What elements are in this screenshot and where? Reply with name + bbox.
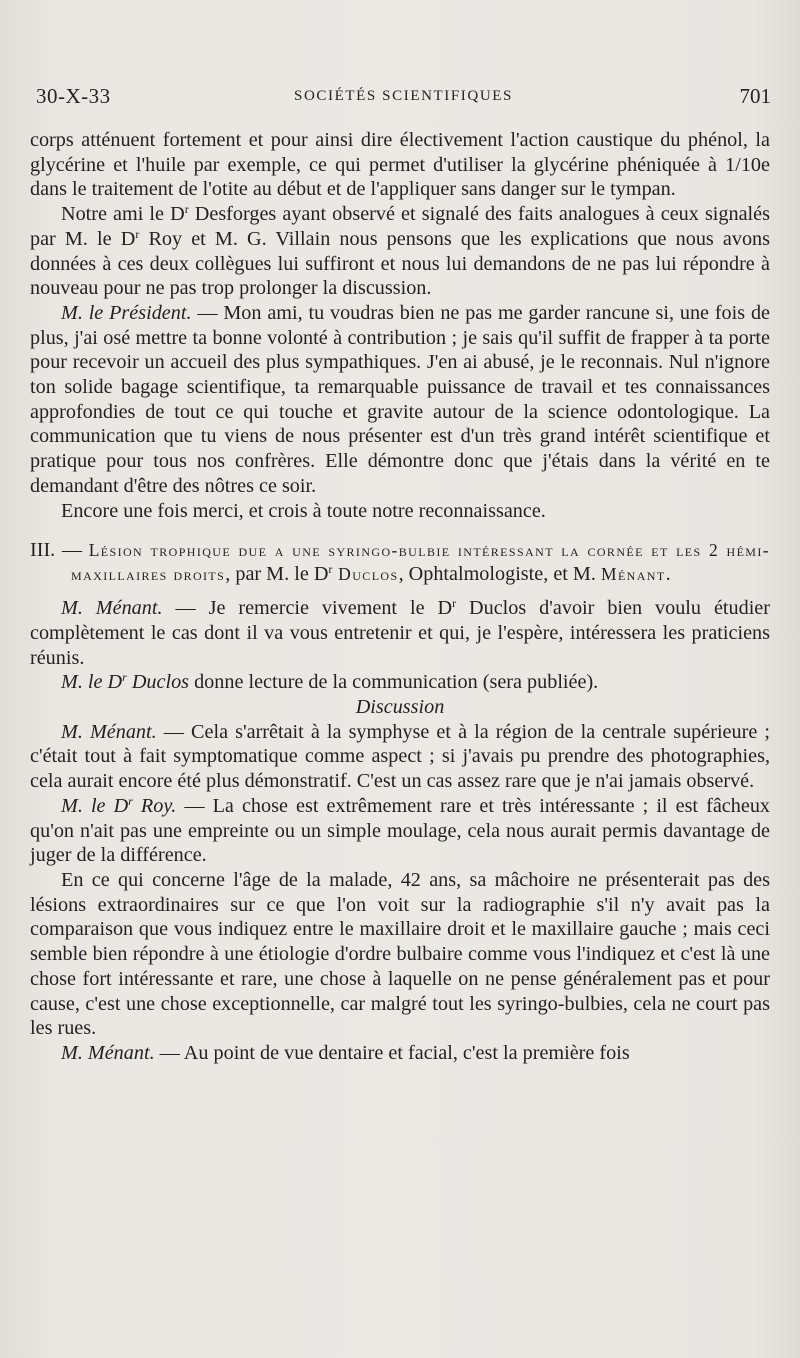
speaker-name [61, 795, 176, 817]
speaker-name: M. Ménant. [61, 720, 157, 743]
text-run: , par M. le D [225, 563, 329, 586]
discussion-heading: Discussion [355, 696, 445, 719]
speaker-name: M. Ménant. [61, 597, 163, 620]
text-run: Roy. [132, 794, 177, 817]
paragraph-menant-reply [30, 720, 770, 794]
section-heading [30, 538, 770, 586]
text-run: M. le D [61, 671, 123, 694]
text-run: — Cela s'arrêtait à la symphyse et à la région de la centrale supérieure ; c'était tout à fait symptomatique comme aspect ; si j'avais pu prendre des photographies, cela aurait encore été plus démonstratif. C'est un cas assez rare que je n'ai jamais observé. [30, 720, 770, 793]
running-title: SOCIÉTÉS SCIENTIFIQUES [294, 88, 513, 104]
speaker-name: M. le Président. [61, 301, 192, 324]
paragraph-duclos [30, 670, 770, 695]
page-body [30, 128, 770, 1066]
text-run: Notre ami le D [61, 203, 185, 226]
paragraph-menant-intro [30, 596, 770, 670]
date-folio: 30-X-33 [36, 84, 111, 108]
paragraph-roy [30, 794, 770, 868]
paragraph-desforges [30, 202, 770, 301]
paragraph-age: En ce qui concerne l'âge de la malade, 42 ans, sa mâchoire ne présenterait pas des lésions extraordinaires sur ce que l'on voit sur la radiographie s'il n'y avait pas la comparaison que vous indiquez entre le maxillaire droit et le maxillaire gauche ; mais ceci semble bien répondre à une étiologie d'ordre bulbaire comme vous l'indiquez et c'est là une chose fort intéressante et rare, une chose à laquelle on ne pense généralement pas et pour cause, c'est une chose exceptionnelle, car malgré tout les syringo-bulbies, cela ne court pas les rues. [30, 868, 770, 1040]
text-run: Duclos [126, 671, 190, 694]
page-number: 701 [739, 84, 771, 108]
text-run: — Je remercie vivement le D [162, 597, 453, 620]
text-run: Desforges ayant observé et signalé des faits analogues à ceux signalés par M. le D [30, 203, 770, 250]
superscript: r [135, 226, 140, 241]
running-header [36, 84, 771, 112]
text-run: Duclos d'avoir bien voulu étudier complètement le cas dont il va vous entretenir et qui, je l'espère, intéressera les praticiens réunis. [30, 597, 770, 669]
text-run: donne lecture de la communication (sera publiée). [189, 671, 599, 694]
superscript: r [328, 562, 333, 577]
speaker-name [61, 671, 189, 693]
text-run: — La chose est extrêmement rare et très intéressante ; il est fâcheux qu'on n'ait pas une empreinte ou un simple moulage, cela nous aurait permis davantage de juger de la différence. [30, 794, 771, 867]
author-name: Duclos [332, 564, 399, 585]
superscript: r [184, 202, 189, 217]
text-run: M. le D [61, 794, 129, 817]
section-number: III. — [30, 539, 89, 562]
paragraph-continuation: corps atténuent fortement et pour ainsi dire électivement l'action caustique du phénol, la glycérine et l'huile par exemple, ce qui permet d'utiliser la glycérine phéniquée à 1/10e dans le traitement de l'otite au début et de l'appliquer sans danger sur le tympan. [30, 129, 770, 201]
paragraph-thanks: Encore une fois merci, et crois à toute notre reconnaissance. [61, 499, 546, 522]
superscript: r [128, 793, 133, 808]
text-run: — Mon ami, tu voudras bien ne pas me garder rancune si, une fois de plus, j'ai osé mettre ta bonne volonté à contribution ; je sais qu'il suffit de frapper à ta porte pour recevoir un accueil des plus sympathiques. J'en ai abusé, je le reconnais. Nul n'ignore ton solide bagage scientifique, ta remarquable puissance de travail et tes connaissances approfondies de tout ce qui touche et gravite autour de la science odontologique. La communication que tu viens de nous présenter est d'un très grand intérêt scientifique et pratique pour tous nos confrères. Elle démontre donc que j'étais dans la vérité en te demandant d'être des nôtres ce soir. [30, 301, 770, 497]
author-name: Ménant [600, 564, 666, 585]
spacer [30, 586, 770, 596]
text-run: — Au point de vue dentaire et facial, c'est la première fois [154, 1041, 630, 1064]
superscript: r [452, 596, 457, 611]
speaker-name: M. Ménant. [61, 1041, 155, 1064]
text-run: , Ophtalmologiste, et M. [398, 563, 601, 586]
paragraph-president [30, 301, 770, 499]
section-title: Lésion trophique due a une syringo-bulbie intéressant la cornée et les 2 hémi-maxillaires droits [71, 540, 770, 585]
superscript: r [122, 670, 127, 685]
paragraph-menant-final [30, 1041, 770, 1066]
text-run: Roy et M. G. Villain nous pensons que les explications que nous avons données à ces deux collègues lui suffiront et nous lui demandons de ne pas lui répondre à nouveau pour ne pas trop prolonger la discussion. [30, 227, 770, 300]
text-run: . [665, 563, 671, 586]
